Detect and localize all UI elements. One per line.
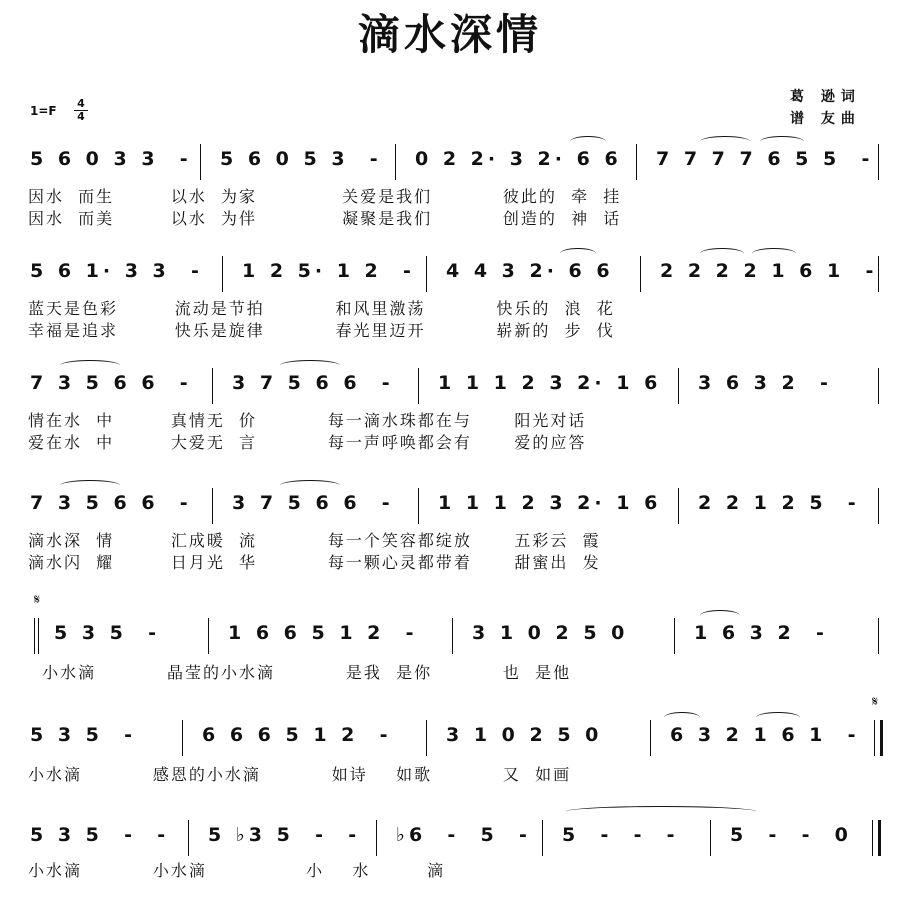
meter-top: 4: [77, 97, 85, 110]
tie: [752, 248, 796, 259]
barline: [452, 618, 453, 654]
key-signature: 1=F: [30, 104, 57, 118]
measure: [198, 820, 374, 856]
notes: 2 2 1 2 5 -: [698, 492, 860, 514]
final-barline: [878, 820, 881, 856]
tie: [570, 136, 606, 147]
tie: [756, 712, 800, 723]
barline: [418, 488, 419, 524]
barline: [878, 488, 879, 524]
notes: 7 3 5 6 6 -: [30, 492, 192, 514]
tie: [60, 480, 120, 491]
barline: [640, 256, 641, 292]
segno-icon: 𝄋: [34, 592, 41, 608]
barline: [636, 144, 637, 180]
credits: [790, 86, 861, 130]
measure: [462, 618, 672, 654]
measure: [646, 144, 876, 180]
song-title: 滴水深情: [357, 10, 542, 59]
tie: [700, 610, 740, 621]
tie: [700, 248, 744, 259]
barline: [182, 720, 183, 756]
measure: [20, 720, 180, 756]
tie: [664, 712, 700, 723]
notes: 7 7 7 7 6 5 5 -: [656, 148, 874, 170]
measure: [222, 488, 416, 524]
lyric-line: 爱在水 中 大爱无 言 每一声呼唤都会有 爱的应答: [28, 433, 587, 452]
notes: 3 1 0 2 5 0: [472, 622, 629, 644]
lyric-line: 蓝天是色彩 流动是节拍 和风里激荡 快乐的 浪 花: [28, 299, 615, 318]
measure: [44, 618, 204, 654]
barline: [200, 144, 201, 180]
notes: 4 4 3 2· 6 6: [446, 260, 614, 282]
notes: 5 - - -: [562, 824, 679, 846]
notes: 5 6 1· 3 3 -: [30, 260, 203, 282]
barline: [418, 368, 419, 404]
notes: 3 7 5 6 6 -: [232, 372, 394, 394]
segno-icon: 𝄋: [872, 694, 879, 710]
barline: [426, 720, 427, 756]
notes: 3 1 0 2 5 0: [446, 724, 603, 746]
measure: [650, 256, 876, 292]
notes: 5 6 0 5 3 -: [220, 148, 382, 170]
notes: 5 ♭3 5 - -: [208, 824, 361, 846]
barline: [650, 720, 651, 756]
measure: [20, 488, 212, 524]
notes: 5 3 5 -: [30, 724, 137, 746]
measure: [428, 368, 678, 404]
tie: [760, 136, 804, 147]
notes: 1 1 1 2 3 2· 1 6: [438, 372, 662, 394]
notes: 2 2 2 2 1 6 1 -: [660, 260, 878, 282]
meter-bottom: 4: [74, 110, 88, 123]
measure: [436, 720, 646, 756]
notes: 7 3 5 6 6 -: [30, 372, 192, 394]
measure: [210, 144, 395, 180]
barline: [208, 618, 209, 654]
barline: [710, 820, 711, 856]
tie: [560, 248, 596, 259]
notes: 1 1 1 2 3 2· 1 6: [438, 492, 662, 514]
lyric-line: 小水滴 晶莹的小水滴 是我 是你 也 是他: [28, 663, 572, 682]
barline: [878, 368, 879, 404]
notes: 6 6 6 5 1 2 -: [202, 724, 392, 746]
notes: 1 2 5· 1 2 -: [242, 260, 415, 282]
lyric-line: 情在水 中 真情无 价 每一滴水珠都在与 阳光对话: [28, 411, 587, 430]
lyric-line: 因水 而生 以水 为家 关爱是我们 彼此的 牵 挂: [28, 187, 622, 206]
measure: [428, 488, 678, 524]
tie: [700, 136, 750, 147]
measure: [20, 820, 186, 856]
measure: [436, 256, 636, 292]
barline: [426, 256, 427, 292]
barline: [878, 256, 879, 292]
notes: 6 3 2 1 6 1 -: [670, 724, 860, 746]
barline: [212, 488, 213, 524]
notes: 3 6 3 2 -: [698, 372, 832, 394]
tie: [566, 806, 756, 817]
barline: [395, 144, 396, 180]
repeat-barline: [880, 720, 883, 756]
lyricist: 葛 逊词: [790, 89, 861, 105]
notes: 5 3 5 -: [54, 622, 161, 644]
measure: [232, 256, 422, 292]
barline: [878, 618, 879, 654]
notes: 1 6 3 2 -: [694, 622, 828, 644]
barline: [212, 368, 213, 404]
measure: [192, 720, 422, 756]
measure: [218, 618, 448, 654]
barline: [38, 618, 39, 654]
measure: [386, 820, 540, 856]
measure: [720, 820, 872, 856]
tie: [280, 360, 340, 371]
measure: [684, 618, 876, 654]
tie: [280, 480, 340, 491]
barline: [222, 256, 223, 292]
notes: 5 6 0 3 3 -: [30, 148, 192, 170]
measure: [405, 144, 635, 180]
measure: [20, 144, 200, 180]
measure: [660, 720, 870, 756]
barline: [878, 144, 879, 180]
barline: [376, 820, 377, 856]
measure: [688, 368, 876, 404]
notes: 0 2 2· 3 2· 6 6: [415, 148, 622, 170]
measure: [688, 488, 876, 524]
measure: [222, 368, 416, 404]
measure: [20, 368, 212, 404]
lyric-line: 幸福是追求 快乐是旋律 春光里迈开 崭新的 步 伐: [28, 321, 615, 340]
lyric-line: 滴水深 情 汇成暖 流 每一个笑容都绽放 五彩云 霞: [28, 531, 601, 550]
notes: 3 7 5 6 6 -: [232, 492, 394, 514]
barline: [678, 488, 679, 524]
time-signature: [74, 98, 88, 123]
measure: [20, 256, 220, 292]
barline: [874, 720, 875, 756]
notes: 5 - - 0: [730, 824, 852, 846]
lyric-line: 滴水闪 耀 日月光 华 每一颗心灵都带着 甜蜜出 发: [28, 553, 601, 572]
barline: [674, 618, 675, 654]
barline: [872, 820, 873, 856]
composer: 谱 友曲: [790, 111, 861, 127]
lyric-line: 小水滴 感恩的小水滴 如诗 如歌 又 如画: [28, 765, 572, 784]
notes: ♭6 - 5 -: [396, 824, 531, 846]
barline: [34, 618, 35, 654]
barline: [678, 368, 679, 404]
lyric-line: 小水滴 小水滴 小 水 滴: [28, 861, 446, 880]
tie: [60, 360, 120, 371]
notes: 5 3 5 - -: [30, 824, 170, 846]
barline: [542, 820, 543, 856]
notes: 1 6 6 5 1 2 -: [228, 622, 418, 644]
barline: [188, 820, 189, 856]
lyric-line: 因水 而美 以水 为伴 凝聚是我们 创造的 神 话: [28, 209, 622, 228]
measure: [552, 820, 708, 856]
